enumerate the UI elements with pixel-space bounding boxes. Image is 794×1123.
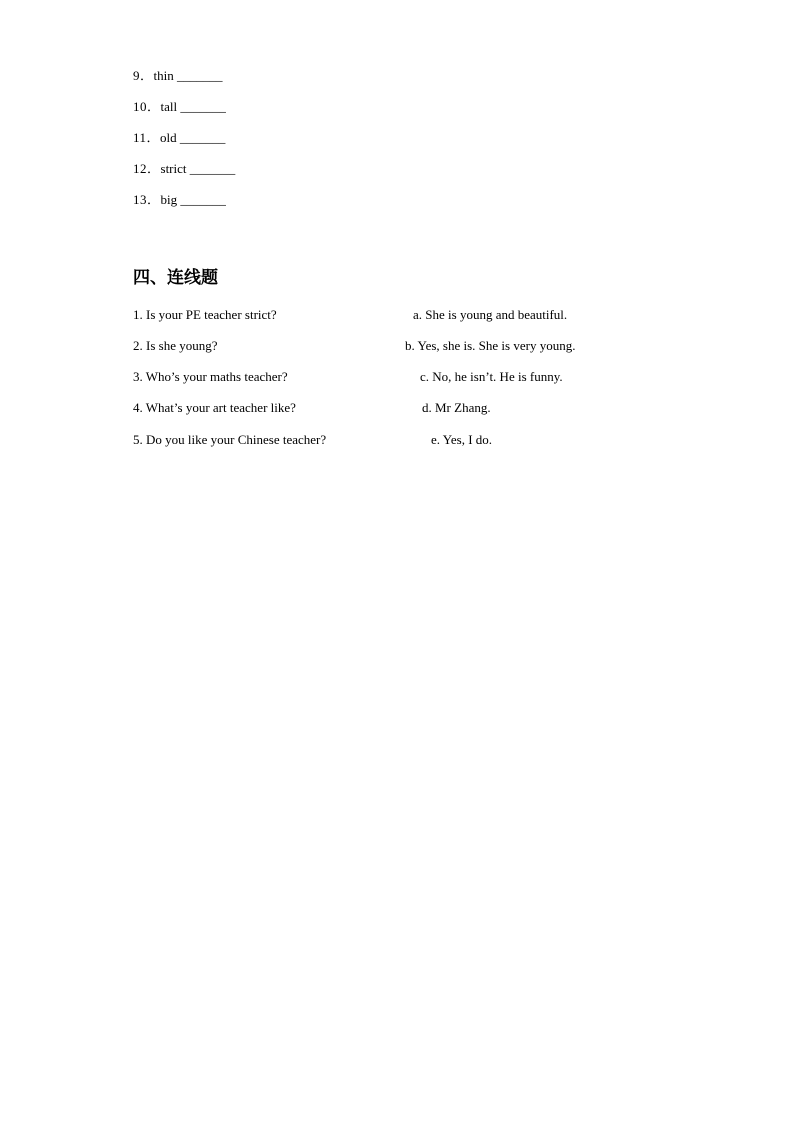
matching-question-5: 5. Do you like your Chinese teacher? (133, 432, 327, 447)
vocab-item-word: big (160, 192, 178, 207)
section-title: 四、连线题 (133, 268, 218, 288)
vocab-item-number: 10． (133, 99, 161, 114)
vocab-item-9 (133, 68, 223, 84)
answer-blank: _______ (189, 161, 236, 176)
matching-answer-e: e. Yes, I do. (431, 432, 493, 447)
vocab-item-number: 13． (133, 192, 161, 207)
vocab-item-word: tall (160, 99, 178, 114)
matching-question-3: 3. Who’s your maths teacher? (133, 369, 288, 384)
answer-blank: _______ (180, 192, 226, 207)
answer-blank: _______ (180, 99, 226, 114)
vocab-item-word: thin (153, 68, 174, 83)
vocab-item-word: strict (160, 161, 187, 176)
vocab-item-number: 9． (133, 68, 154, 83)
vocab-item-word: old (160, 130, 177, 145)
matching-question-2: 2. Is she young? (133, 338, 218, 353)
vocab-item-12 (133, 161, 235, 177)
matching-answer-d: d. Mr Zhang. (422, 400, 491, 415)
vocab-item-13 (133, 192, 226, 208)
matching-answer-c: c. No, he isn’t. He is funny. (420, 369, 563, 384)
vocab-item-11 (133, 130, 225, 146)
vocab-item-10 (133, 99, 226, 115)
answer-blank: _______ (179, 130, 226, 145)
matching-question-1: 1. Is your PE teacher strict? (133, 307, 277, 322)
vocab-item-number: 11． (133, 130, 161, 145)
matching-question-4: 4. What’s your art teacher like? (133, 400, 296, 415)
matching-answer-b: b. Yes, she is. She is very young. (405, 338, 576, 353)
answer-blank: _______ (177, 68, 223, 83)
vocab-item-number: 12． (133, 161, 161, 176)
matching-answer-a: a. She is young and beautiful. (413, 307, 568, 322)
